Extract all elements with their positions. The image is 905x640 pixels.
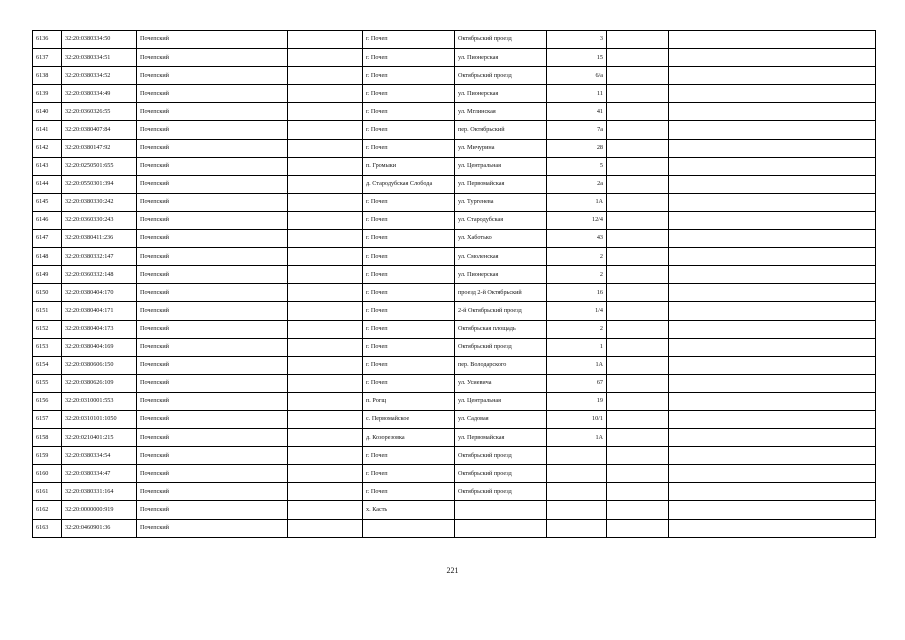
blank-cell-cell — [288, 302, 363, 320]
cadastral-number-cell: 32:20:0380334:54 — [62, 447, 137, 465]
street-cell: ул. Стародубская — [455, 211, 547, 229]
house-number-cell: 28 — [547, 139, 607, 157]
row-index-cell: 6162 — [33, 501, 62, 519]
house-number-cell: 2 — [547, 266, 607, 284]
blank-cell-cell — [288, 121, 363, 139]
street-cell: проезд 2-й Октябрьский — [455, 284, 547, 302]
blank-cell-cell — [288, 193, 363, 211]
locality-cell: г. Почеп — [363, 447, 455, 465]
cadastral-number-cell: 32:20:0380411:236 — [62, 230, 137, 248]
extra-cell-1-cell — [607, 193, 669, 211]
row-index-cell: 6136 — [33, 31, 62, 49]
district-cell: Почепский — [137, 157, 288, 175]
row-index-cell: 6151 — [33, 302, 62, 320]
table-row — [33, 447, 876, 465]
row-index-cell: 6138 — [33, 67, 62, 85]
house-number-cell: 2 — [547, 248, 607, 266]
blank-cell-cell — [288, 519, 363, 537]
house-number-cell: 11 — [547, 85, 607, 103]
district-cell: Почепский — [137, 519, 288, 537]
locality-cell: д. Стародубская Слобода — [363, 175, 455, 193]
extra-cell-2-cell — [669, 31, 876, 49]
extra-cell-2-cell — [669, 230, 876, 248]
cadastral-number-cell: 32:20:0380404:169 — [62, 338, 137, 356]
blank-cell-cell — [288, 175, 363, 193]
street-cell: Октябрьский проезд — [455, 67, 547, 85]
street-cell: Октябрьский проезд — [455, 447, 547, 465]
district-cell: Почепский — [137, 103, 288, 121]
row-index-cell: 6155 — [33, 374, 62, 392]
table-row — [33, 320, 876, 338]
extra-cell-2-cell — [669, 465, 876, 483]
house-number-cell — [547, 483, 607, 501]
cadastral-number-cell: 32:20:0310101:1050 — [62, 410, 137, 428]
locality-cell: г. Почеп — [363, 49, 455, 67]
district-cell: Почепский — [137, 501, 288, 519]
row-index-cell: 6148 — [33, 248, 62, 266]
street-cell: ул. Центральная — [455, 157, 547, 175]
extra-cell-2-cell — [669, 175, 876, 193]
cadastral-number-cell: 32:20:0380334:50 — [62, 31, 137, 49]
extra-cell-2-cell — [669, 85, 876, 103]
street-cell: ул. Мичурина — [455, 139, 547, 157]
district-cell: Почепский — [137, 302, 288, 320]
extra-cell-2-cell — [669, 211, 876, 229]
extra-cell-1-cell — [607, 49, 669, 67]
extra-cell-1-cell — [607, 103, 669, 121]
house-number-cell: 1А — [547, 429, 607, 447]
table-row — [33, 284, 876, 302]
house-number-cell — [547, 519, 607, 537]
district-cell: Почепский — [137, 374, 288, 392]
extra-cell-1-cell — [607, 157, 669, 175]
street-cell: ул. Тургенева — [455, 193, 547, 211]
table-row — [33, 103, 876, 121]
house-number-cell: 12/4 — [547, 211, 607, 229]
cadastral-number-cell: 32:20:0380334:47 — [62, 465, 137, 483]
locality-cell: г. Почеп — [363, 266, 455, 284]
extra-cell-1-cell — [607, 139, 669, 157]
extra-cell-2-cell — [669, 248, 876, 266]
district-cell: Почепский — [137, 266, 288, 284]
extra-cell-1-cell — [607, 465, 669, 483]
blank-cell-cell — [288, 483, 363, 501]
street-cell: Октябрьская площадь — [455, 320, 547, 338]
blank-cell-cell — [288, 49, 363, 67]
house-number-cell: 19 — [547, 392, 607, 410]
locality-cell: г. Почеп — [363, 67, 455, 85]
row-index-cell: 6141 — [33, 121, 62, 139]
district-cell: Почепский — [137, 211, 288, 229]
extra-cell-1-cell — [607, 447, 669, 465]
extra-cell-2-cell — [669, 501, 876, 519]
table-row — [33, 501, 876, 519]
locality-cell: г. Почеп — [363, 121, 455, 139]
extra-cell-1-cell — [607, 501, 669, 519]
locality-cell: г. Почеп — [363, 374, 455, 392]
street-cell — [455, 501, 547, 519]
records-table — [32, 30, 876, 538]
table-row — [33, 356, 876, 374]
cadastral-number-cell: 32:20:0380331:164 — [62, 483, 137, 501]
table-row — [33, 157, 876, 175]
row-index-cell: 6139 — [33, 85, 62, 103]
street-cell: ул. Пионерская — [455, 266, 547, 284]
blank-cell-cell — [288, 85, 363, 103]
cadastral-number-cell: 32:20:0460901:36 — [62, 519, 137, 537]
district-cell: Почепский — [137, 139, 288, 157]
row-index-cell: 6156 — [33, 392, 62, 410]
district-cell: Почепский — [137, 447, 288, 465]
house-number-cell — [547, 447, 607, 465]
house-number-cell: 2а — [547, 175, 607, 193]
extra-cell-2-cell — [669, 410, 876, 428]
blank-cell-cell — [288, 211, 363, 229]
row-index-cell: 6144 — [33, 175, 62, 193]
street-cell: Октябрьский проезд — [455, 465, 547, 483]
cadastral-number-cell: 32:20:0380407:84 — [62, 121, 137, 139]
cadastral-number-cell: 32:20:0550301:394 — [62, 175, 137, 193]
row-index-cell: 6146 — [33, 211, 62, 229]
locality-cell: г. Почеп — [363, 320, 455, 338]
extra-cell-2-cell — [669, 356, 876, 374]
district-cell: Почепский — [137, 248, 288, 266]
row-index-cell: 6159 — [33, 447, 62, 465]
house-number-cell: 16 — [547, 284, 607, 302]
street-cell — [455, 519, 547, 537]
row-index-cell: 6140 — [33, 103, 62, 121]
table-row — [33, 302, 876, 320]
row-index-cell: 6152 — [33, 320, 62, 338]
blank-cell-cell — [288, 103, 363, 121]
district-cell: Почепский — [137, 429, 288, 447]
locality-cell: г. Почеп — [363, 483, 455, 501]
district-cell: Почепский — [137, 85, 288, 103]
table-row — [33, 193, 876, 211]
extra-cell-2-cell — [669, 284, 876, 302]
blank-cell-cell — [288, 410, 363, 428]
extra-cell-2-cell — [669, 374, 876, 392]
cadastral-number-cell: 32:20:0380404:170 — [62, 284, 137, 302]
district-cell: Почепский — [137, 230, 288, 248]
blank-cell-cell — [288, 67, 363, 85]
street-cell: ул. Центральная — [455, 392, 547, 410]
cadastral-number-cell: 32:20:0380334:52 — [62, 67, 137, 85]
extra-cell-2-cell — [669, 392, 876, 410]
extra-cell-1-cell — [607, 248, 669, 266]
house-number-cell: 67 — [547, 374, 607, 392]
locality-cell: п. Рогщ — [363, 392, 455, 410]
row-index-cell: 6161 — [33, 483, 62, 501]
cadastral-number-cell: 32:20:0250501:655 — [62, 157, 137, 175]
table-row — [33, 429, 876, 447]
locality-cell: г. Почеп — [363, 284, 455, 302]
house-number-cell: 1А — [547, 356, 607, 374]
row-index-cell: 6157 — [33, 410, 62, 428]
table-row — [33, 519, 876, 537]
street-cell: 2-й Октябрьский проезд — [455, 302, 547, 320]
locality-cell: г. Почеп — [363, 302, 455, 320]
extra-cell-2-cell — [669, 447, 876, 465]
row-index-cell: 6143 — [33, 157, 62, 175]
street-cell: Октябрьский проезд — [455, 338, 547, 356]
locality-cell: г. Почеп — [363, 139, 455, 157]
table-row — [33, 49, 876, 67]
house-number-cell: 1/4 — [547, 302, 607, 320]
row-index-cell: 6163 — [33, 519, 62, 537]
house-number-cell: 2 — [547, 320, 607, 338]
extra-cell-1-cell — [607, 31, 669, 49]
house-number-cell: 43 — [547, 230, 607, 248]
row-index-cell: 6142 — [33, 139, 62, 157]
cadastral-number-cell: 32:20:0360326:55 — [62, 103, 137, 121]
row-index-cell: 6150 — [33, 284, 62, 302]
blank-cell-cell — [288, 447, 363, 465]
blank-cell-cell — [288, 465, 363, 483]
street-cell: ул. Смоленская — [455, 248, 547, 266]
extra-cell-2-cell — [669, 157, 876, 175]
locality-cell: д. Козорезовка — [363, 429, 455, 447]
street-cell: ул. Садовая — [455, 410, 547, 428]
extra-cell-1-cell — [607, 429, 669, 447]
extra-cell-2-cell — [669, 320, 876, 338]
district-cell: Почепский — [137, 49, 288, 67]
locality-cell: г. Почеп — [363, 31, 455, 49]
cadastral-number-cell: 32:20:0310001:553 — [62, 392, 137, 410]
locality-cell: г. Почеп — [363, 230, 455, 248]
table-row — [33, 31, 876, 49]
cadastral-number-cell: 32:20:0380404:173 — [62, 320, 137, 338]
table-row — [33, 85, 876, 103]
blank-cell-cell — [288, 284, 363, 302]
extra-cell-1-cell — [607, 230, 669, 248]
row-index-cell: 6147 — [33, 230, 62, 248]
cadastral-number-cell: 32:20:0210401:215 — [62, 429, 137, 447]
table-row — [33, 67, 876, 85]
row-index-cell: 6137 — [33, 49, 62, 67]
district-cell: Почепский — [137, 338, 288, 356]
house-number-cell: 41 — [547, 103, 607, 121]
street-cell: ул. Хаботько — [455, 230, 547, 248]
locality-cell: г. Почеп — [363, 85, 455, 103]
table-row — [33, 338, 876, 356]
table-row — [33, 139, 876, 157]
table-row — [33, 248, 876, 266]
cadastral-number-cell: 32:20:0380147:92 — [62, 139, 137, 157]
cadastral-number-cell: 32:20:0380334:49 — [62, 85, 137, 103]
street-cell: ул. Пионерская — [455, 85, 547, 103]
blank-cell-cell — [288, 374, 363, 392]
house-number-cell: 1 — [547, 338, 607, 356]
district-cell: Почепский — [137, 483, 288, 501]
extra-cell-1-cell — [607, 410, 669, 428]
extra-cell-1-cell — [607, 302, 669, 320]
street-cell: Октябрьский проезд — [455, 483, 547, 501]
blank-cell-cell — [288, 248, 363, 266]
district-cell: Почепский — [137, 465, 288, 483]
locality-cell: г. Почеп — [363, 338, 455, 356]
extra-cell-2-cell — [669, 67, 876, 85]
street-cell: пер. Володарского — [455, 356, 547, 374]
table-body — [33, 31, 876, 538]
cadastral-number-cell: 32:20:0380404:171 — [62, 302, 137, 320]
blank-cell-cell — [288, 31, 363, 49]
extra-cell-1-cell — [607, 374, 669, 392]
locality-cell: г. Почеп — [363, 193, 455, 211]
house-number-cell: 6/а — [547, 67, 607, 85]
extra-cell-1-cell — [607, 85, 669, 103]
cadastral-number-cell: 32:20:0380626:109 — [62, 374, 137, 392]
extra-cell-1-cell — [607, 266, 669, 284]
extra-cell-2-cell — [669, 302, 876, 320]
extra-cell-1-cell — [607, 320, 669, 338]
house-number-cell: 10/1 — [547, 410, 607, 428]
extra-cell-1-cell — [607, 284, 669, 302]
street-cell: ул. Первомайская — [455, 429, 547, 447]
street-cell: пер. Октябрьский — [455, 121, 547, 139]
locality-cell: г. Почеп — [363, 465, 455, 483]
house-number-cell: 1А — [547, 193, 607, 211]
blank-cell-cell — [288, 230, 363, 248]
locality-cell — [363, 519, 455, 537]
locality-cell: г. Почеп — [363, 211, 455, 229]
locality-cell: п. Громыки — [363, 157, 455, 175]
cadastral-number-cell: 32:20:0380606:150 — [62, 356, 137, 374]
table-row — [33, 211, 876, 229]
cadastral-number-cell: 32:20:0360332:148 — [62, 266, 137, 284]
table-row — [33, 175, 876, 193]
table-row — [33, 410, 876, 428]
street-cell: ул. Первомайская — [455, 175, 547, 193]
extra-cell-1-cell — [607, 519, 669, 537]
house-number-cell: 3 — [547, 31, 607, 49]
row-index-cell: 6160 — [33, 465, 62, 483]
district-cell: Почепский — [137, 320, 288, 338]
blank-cell-cell — [288, 392, 363, 410]
blank-cell-cell — [288, 320, 363, 338]
extra-cell-1-cell — [607, 338, 669, 356]
extra-cell-1-cell — [607, 175, 669, 193]
house-number-cell: 15 — [547, 49, 607, 67]
district-cell: Почепский — [137, 356, 288, 374]
extra-cell-1-cell — [607, 392, 669, 410]
street-cell: Октябрьский проезд — [455, 31, 547, 49]
row-index-cell: 6158 — [33, 429, 62, 447]
blank-cell-cell — [288, 338, 363, 356]
locality-cell: г. Почеп — [363, 103, 455, 121]
blank-cell-cell — [288, 501, 363, 519]
extra-cell-1-cell — [607, 356, 669, 374]
page-number: 221 — [446, 566, 459, 575]
cadastral-number-cell: 32:20:0380330:242 — [62, 193, 137, 211]
table-row — [33, 121, 876, 139]
district-cell: Почепский — [137, 67, 288, 85]
cadastral-number-cell: 32:20:0380334:51 — [62, 49, 137, 67]
cadastral-number-cell: 32:20:0360330:243 — [62, 211, 137, 229]
district-cell: Почепский — [137, 175, 288, 193]
row-index-cell: 6145 — [33, 193, 62, 211]
table-row — [33, 392, 876, 410]
street-cell: ул. Мглинская — [455, 103, 547, 121]
blank-cell-cell — [288, 356, 363, 374]
row-index-cell: 6153 — [33, 338, 62, 356]
blank-cell-cell — [288, 266, 363, 284]
table-row — [33, 465, 876, 483]
cadastral-number-cell: 32:20:0380332:147 — [62, 248, 137, 266]
extra-cell-2-cell — [669, 193, 876, 211]
extra-cell-2-cell — [669, 266, 876, 284]
house-number-cell: 5 — [547, 157, 607, 175]
row-index-cell: 6154 — [33, 356, 62, 374]
extra-cell-2-cell — [669, 483, 876, 501]
house-number-cell — [547, 465, 607, 483]
blank-cell-cell — [288, 157, 363, 175]
district-cell: Почепский — [137, 121, 288, 139]
district-cell: Почепский — [137, 31, 288, 49]
house-number-cell: 7а — [547, 121, 607, 139]
extra-cell-2-cell — [669, 429, 876, 447]
extra-cell-2-cell — [669, 49, 876, 67]
district-cell: Почепский — [137, 392, 288, 410]
blank-cell-cell — [288, 139, 363, 157]
table-row — [33, 230, 876, 248]
street-cell: ул. Усиевича — [455, 374, 547, 392]
extra-cell-1-cell — [607, 67, 669, 85]
extra-cell-1-cell — [607, 121, 669, 139]
locality-cell: х. Касть — [363, 501, 455, 519]
row-index-cell: 6149 — [33, 266, 62, 284]
extra-cell-1-cell — [607, 483, 669, 501]
extra-cell-2-cell — [669, 103, 876, 121]
locality-cell: г. Почеп — [363, 248, 455, 266]
table-row — [33, 374, 876, 392]
district-cell: Почепский — [137, 284, 288, 302]
table-row — [33, 483, 876, 501]
locality-cell: г. Почеп — [363, 356, 455, 374]
house-number-cell — [547, 501, 607, 519]
extra-cell-2-cell — [669, 121, 876, 139]
extra-cell-1-cell — [607, 211, 669, 229]
extra-cell-2-cell — [669, 338, 876, 356]
cadastral-number-cell: 32:20:0000000:919 — [62, 501, 137, 519]
district-cell: Почепский — [137, 193, 288, 211]
blank-cell-cell — [288, 429, 363, 447]
district-cell: Почепский — [137, 410, 288, 428]
table-row — [33, 266, 876, 284]
extra-cell-2-cell — [669, 139, 876, 157]
street-cell: ул. Пионерская — [455, 49, 547, 67]
locality-cell: с. Первомайское — [363, 410, 455, 428]
extra-cell-2-cell — [669, 519, 876, 537]
